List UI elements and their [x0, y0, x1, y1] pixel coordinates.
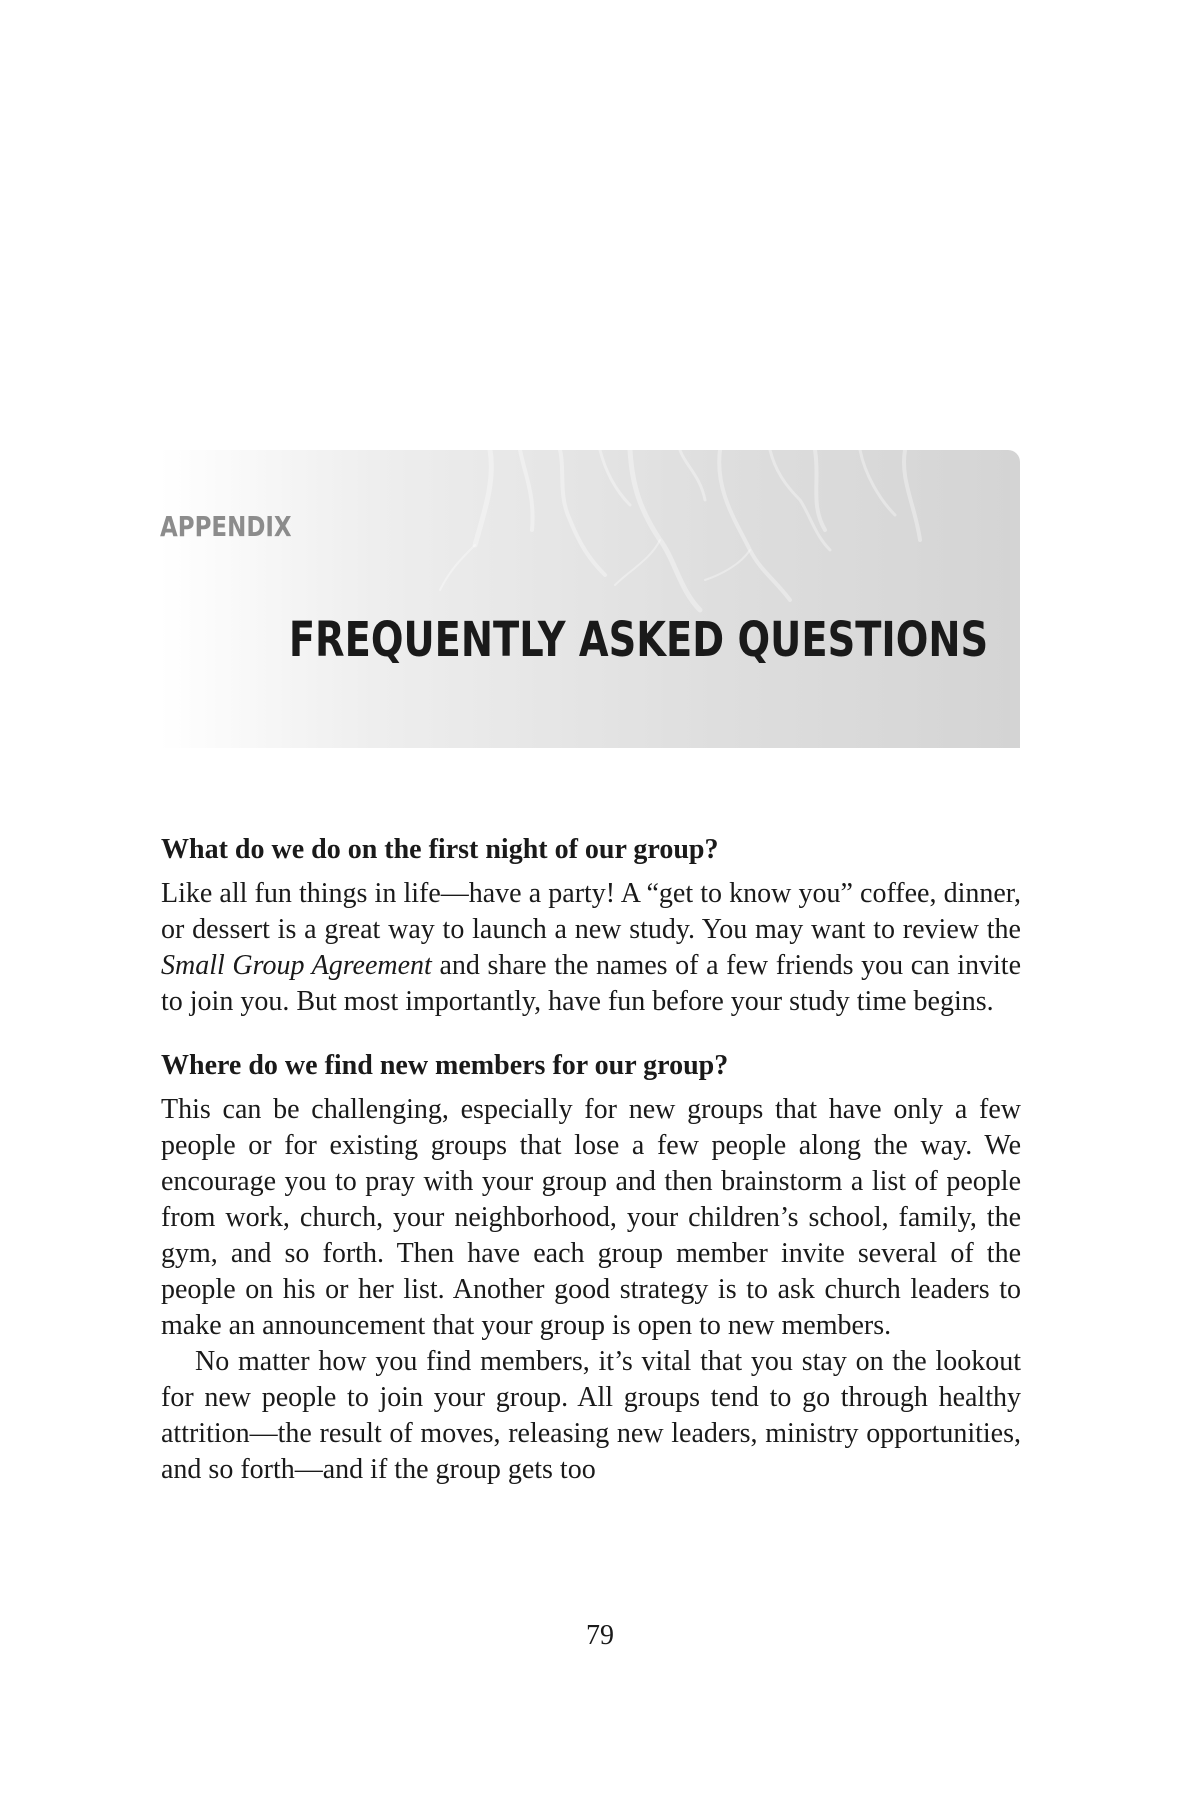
faq-question: Where do we find new members for our group?: [161, 1050, 729, 1081]
faq-content: [161, 832, 1021, 1488]
chapter-header-panel: [160, 450, 1020, 748]
answer-text: and share the names of a few friends you can invite to join you. But most importantly, have fun before your study time begins.: [161, 950, 1021, 1017]
appendix-label: APPENDIX: [160, 510, 292, 543]
faq-item: [161, 1048, 1021, 1488]
faq-answer-continuation: No matter how you find members, it’s vital that you stay on the lookout for new people to join your group. All groups tend to go through healthy attrition—the result of moves, releasing new leaders, ministry opportunities, and so forth—and if the group gets too: [161, 1346, 1021, 1485]
chapter-title: FREQUENTLY ASKED QUESTIONS: [288, 612, 988, 668]
faq-question: What do we do on the first night of our group?: [161, 834, 719, 865]
answer-text: Like all fun things in life—have a party! A “get to know you” coffee, dinner, or dessert is a great way to launch a new study. You may want to review the: [161, 878, 1021, 945]
page-number: 79: [586, 1620, 614, 1651]
tree-branches-decoration: [160, 450, 1020, 748]
faq-answer: [161, 876, 1021, 1020]
answer-italic-title: Small Group Agreement: [161, 950, 432, 981]
faq-answer: This can be challenging, especially for new groups that have only a few people or for existing groups that lose a few people along the way. We encourage you to pray with your group and then brainstorm a list of people from work, church, your neighborhood, your children’s school, family, the gym, and so forth. Then have each group member invite several of the people on his or her list. Another good strategy is to ask church leaders to make an announcement that your group is open to new members.: [161, 1094, 1021, 1341]
faq-item: [161, 832, 1021, 1020]
